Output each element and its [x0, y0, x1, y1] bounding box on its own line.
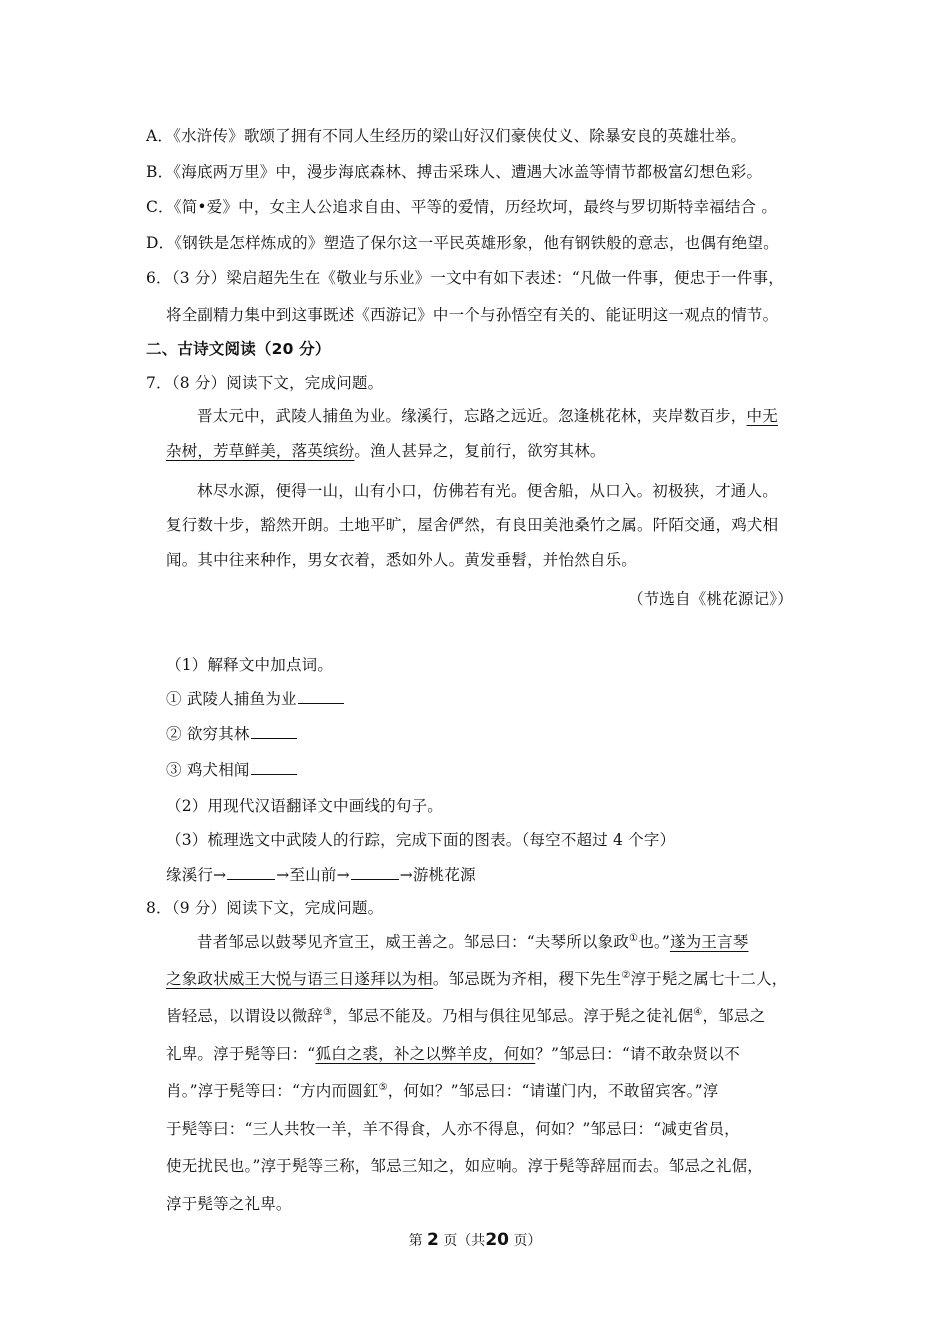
page-total: 20	[485, 1230, 509, 1250]
q8-text: 礼卑。淳于髡等曰：“	[166, 1045, 316, 1063]
q6-line-1: 6．（3 分）梁启超先生在《敬业与乐业》一文中有如下表述：“凡做一件事，便忠于一件事，	[146, 269, 784, 287]
footnote-mark: ⑤	[378, 1082, 388, 1093]
q8-stem: 8．（9 分）阅读下文，完成问题。	[146, 899, 384, 917]
q7-item-2	[166, 724, 298, 744]
answer-blank[interactable]	[298, 689, 344, 704]
q8-underlined-text: 遂为王言琴	[669, 933, 749, 951]
q7-underlined-text: 中无	[746, 407, 778, 425]
q7-item-text: ② 欲穷其林	[166, 725, 250, 743]
q7-flow-chart	[166, 865, 476, 885]
q8-text: ，何如？”邹忌曰：“请谨门内，不敢留宾客。”淳	[387, 1082, 719, 1100]
q5-option-d: D．《钢铁是怎样炼成的》塑造了保尔这一平民英雄形象，他有钢铁般的意志，也偶有绝望。	[146, 234, 779, 252]
q5-option-a: A．《水浒传》歌颂了拥有不同人生经历的梁山好汉们豪侠仗义、除暴安良的英雄壮举。	[146, 127, 747, 145]
q8-text: ，邹忌不能及。乃相与俱往见邹忌。淳于髡之徒礼倨	[332, 1007, 694, 1025]
q5-option-c: C．《简•爱》中，女主人公追求自由、平等的爱情，历经坎坷，最终与罗切斯特幸福结合 。	[146, 198, 778, 216]
section-heading: 二、古诗文阅读（20 分）	[146, 340, 331, 358]
q7-text: 。渔人甚异之，复前行，欲穷其林。	[354, 442, 606, 460]
footnote-mark: ④	[693, 1007, 703, 1018]
q7-sub-question-3: （3）梳理选文中武陵人的行踪，完成下面的图表。（每空不超过 4 个字）	[166, 831, 676, 849]
q8-text: 肖。”淳于髡等曰：“方内而圆釭	[166, 1082, 379, 1100]
q6-line-2: 将全副精力集中到这事既述《西游记》中一个与孙悟空有关的、能证明这一观点的情节。	[166, 306, 779, 324]
flow-step: →至山前→	[276, 866, 350, 884]
q7-underlined-text: 杂树，芳草鲜美，落英缤纷	[166, 442, 355, 460]
q8-passage-line	[166, 1081, 718, 1101]
footer-text: 页（共	[443, 1233, 486, 1249]
q7-stem: 7．（8 分）阅读下文，完成问题。	[146, 374, 384, 392]
q7-item-text: ① 武陵人捕鱼为业	[166, 690, 297, 708]
q7-passage-line: 林尽水源，便得一山，山有小口，仿佛若有光。便舍船，从口入。初极狭，才通人。	[197, 482, 778, 500]
q8-text: 。邹忌既为齐相，稷下先生	[432, 970, 622, 988]
answer-blank[interactable]	[351, 865, 399, 880]
q8-passage-line: 于髡等曰：“三人共牧一羊，羊不得食，人亦不得息，何如？”邹忌曰：“减吏省员，	[166, 1120, 740, 1138]
answer-blank[interactable]	[251, 724, 297, 739]
q7-passage-line	[197, 406, 778, 426]
flow-step: →游桃花源	[399, 866, 476, 884]
q8-text: 昔者邹忌以鼓琴见齐宣王，威王善之。邹忌曰：“夫琴所以象政	[197, 933, 630, 951]
footnote-mark: ②	[621, 970, 631, 981]
q8-text: 也。”	[638, 933, 670, 951]
footnote-mark: ③	[323, 1007, 333, 1018]
flow-step: 缘溪行→	[166, 866, 227, 884]
answer-blank[interactable]	[251, 760, 297, 775]
q8-text: ？”邹忌曰：“请不敢杂贤以不	[535, 1045, 740, 1063]
q7-text: 晋太元中，武陵人捕鱼为业。缘溪行，忘路之远近。忽逢桃花林，夹岸数百步，	[197, 407, 747, 425]
page-footer	[0, 1230, 950, 1250]
footer-text: 第	[408, 1233, 423, 1249]
q7-sub-question-2: （2）用现代汉语翻译文中画线的句子。	[166, 797, 443, 815]
q8-text: ，邹忌之	[702, 1007, 766, 1025]
q7-passage-line	[166, 441, 606, 461]
q8-text: 淳于髡之属七十二人，	[630, 970, 788, 988]
q8-passage-line	[166, 1006, 765, 1026]
q7-item-3	[166, 760, 298, 780]
footer-text: 页）	[513, 1233, 542, 1249]
q8-passage-line: 使无扰民也。”淳于髡等三称，邹忌三知之，如应响。淳于髡等辞屈而去。邹忌之礼倨，	[166, 1157, 763, 1175]
q7-sub-question-1: （1）解释文中加点词。	[166, 656, 334, 674]
page-number: 2	[427, 1230, 439, 1250]
q7-passage-line: 复行数十步，豁然开朗。土地平旷，屋舍俨然，有良田美池桑竹之属。阡陌交通，鸡犬相	[166, 516, 779, 534]
q8-text: 皆轻忌，以谓设以微辞	[166, 1007, 324, 1025]
q8-passage-line: 淳于髡等之礼卑。	[166, 1195, 292, 1213]
q7-passage-line: 闻。其中往来种作，男女衣着，悉如外人。黄发垂髫，并怡然自乐。	[166, 551, 638, 569]
q7-source: （节选自《桃花源记》）	[628, 590, 793, 608]
q8-passage-line	[166, 1044, 740, 1064]
answer-blank[interactable]	[227, 865, 275, 880]
q8-underlined-text: 之象政状威王大悦与语三日遂拜以为相	[166, 970, 433, 988]
q8-passage-line	[166, 969, 788, 989]
q5-option-b: B．《海底两万里》中，漫步海底森林、搏击采珠人、遭遇大冰盖等情节都极富幻想色彩。	[146, 163, 763, 181]
q7-item-text: ③ 鸡犬相闻	[166, 761, 250, 779]
q8-passage-line	[197, 932, 749, 952]
q8-underlined-text: 狐白之裘，补之以弊羊皮，何如	[315, 1045, 536, 1063]
q7-item-1	[166, 689, 345, 709]
footnote-mark: ①	[629, 933, 639, 944]
